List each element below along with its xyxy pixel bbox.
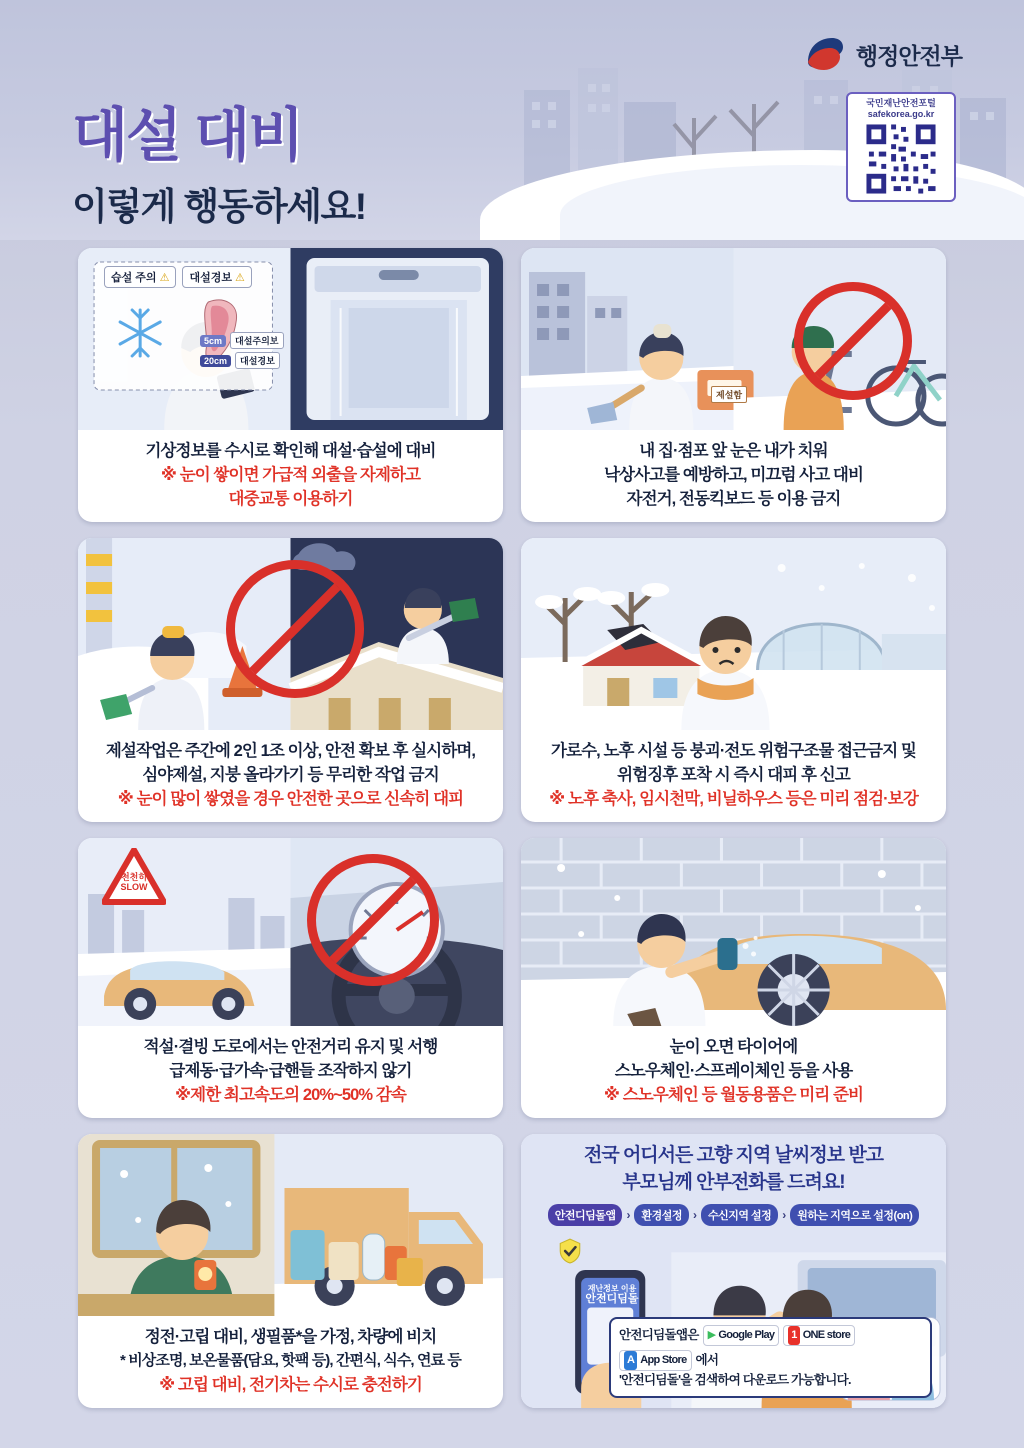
card-grid bbox=[0, 248, 1024, 1424]
one-store-badge[interactable] bbox=[783, 1325, 855, 1346]
caption-line-3: 자전거, 전동킥보드 등 이용 금지 bbox=[626, 490, 841, 508]
caption-line-red: ※ 고립 대비, 전기차는 수시로 충전하기 bbox=[159, 1376, 422, 1394]
caption-line-red: ※제한 최고속도의 20%~50% 감속 bbox=[175, 1086, 406, 1104]
card-clear-snow-caption bbox=[521, 430, 946, 522]
google-play-label: Google Play bbox=[718, 1329, 775, 1341]
prohibition-sign-icon bbox=[226, 560, 364, 698]
chevron-right-icon-3: › bbox=[782, 1208, 787, 1222]
snow-removal-box-label: 제설함 bbox=[711, 386, 747, 403]
app-store-badge[interactable] bbox=[619, 1350, 692, 1371]
prohibition-sign-icon bbox=[307, 854, 439, 986]
card-collapse-risk-caption bbox=[521, 730, 946, 822]
page-title: 대설 대비 bbox=[72, 103, 303, 168]
caption-line: 가로수, 노후 시설 등 붕괴·전도 위험구조물 접근금지 및 bbox=[551, 742, 916, 760]
legend-warning-value: 20cm bbox=[200, 355, 231, 367]
tag-heavy-snow-label: 대설경보 bbox=[189, 272, 232, 284]
caption-line-2: 급제동·급가속·급핸들 조작하지 않기 bbox=[169, 1062, 412, 1080]
legend-warning-label: 대설경보 bbox=[235, 352, 280, 369]
caption-line: 내 집·점포 앞 눈은 내가 치워 bbox=[639, 442, 828, 460]
promo-title-line1: 전국 어디서든 고향 지역 날씨정보 받고 bbox=[583, 1145, 884, 1166]
card-snow-chains-caption bbox=[521, 1026, 946, 1118]
card-row-2 bbox=[0, 538, 1024, 838]
google-play-badge[interactable] bbox=[703, 1325, 780, 1346]
legend-advisory bbox=[200, 332, 284, 349]
card-clear-snow-illustration bbox=[521, 248, 946, 430]
card-snow-chains bbox=[521, 838, 946, 1118]
page-subtitle: 이렇게 행동하세요! bbox=[72, 186, 366, 227]
qr-code-icon bbox=[862, 122, 940, 196]
tag-wet-snow-warning bbox=[104, 266, 176, 288]
one-store-label: ONE store bbox=[802, 1329, 851, 1341]
qr-code-box[interactable] bbox=[846, 92, 956, 202]
chevron-right-icon-2: › bbox=[692, 1208, 697, 1222]
phone-app-title bbox=[581, 1284, 643, 1305]
step-app[interactable]: 안전디딤돌앱 bbox=[548, 1204, 623, 1226]
slow-sign-label-en: SLOW bbox=[120, 882, 148, 892]
caption-line-2: 심야제설, 지붕 올라가기 등 무리한 작업 금지 bbox=[142, 766, 439, 784]
card-blackout-supplies bbox=[78, 1134, 503, 1408]
play-triangle-icon: ▶ bbox=[707, 1329, 716, 1341]
promo-panel bbox=[521, 1134, 946, 1408]
slow-sign-label-ko: 천천히 bbox=[120, 872, 148, 882]
slow-sign bbox=[102, 848, 166, 906]
card-snow-removal-caption bbox=[78, 730, 503, 822]
caption-line-2: 스노우체인·스프레이체인 등을 사용 bbox=[614, 1062, 853, 1080]
caption-line-2: 낙상사고를 예방하고, 미끄럼 사고 대비 bbox=[603, 466, 864, 484]
card-weather-caption bbox=[78, 430, 503, 522]
warning-triangle-icon-2: ⚠ bbox=[234, 271, 245, 284]
card-collapse-risk-illustration bbox=[521, 538, 946, 730]
card-app-promo bbox=[521, 1134, 946, 1408]
card-collapse-risk bbox=[521, 538, 946, 822]
caption-line: 제설작업은 주간에 2인 1조 이상, 안전 확보 후 실시하며, bbox=[105, 742, 476, 760]
card-blackout-illustration bbox=[78, 1134, 503, 1316]
chevron-right-icon: › bbox=[626, 1208, 631, 1222]
card-safe-driving bbox=[78, 838, 503, 1118]
card-row-4 bbox=[0, 1134, 1024, 1424]
warning-triangle-icon: ⚠ bbox=[159, 271, 170, 284]
check-badge-icon bbox=[557, 1238, 579, 1260]
caption-line-red: ※ 스노우체인 등 월동용품은 미리 준비 bbox=[603, 1086, 864, 1104]
caption-line-red: ※ 눈이 많이 쌓였을 경우 안전한 곳으로 신속히 대피 bbox=[117, 790, 464, 808]
caption-line-2: 위험징후 포착 시 즉시 대피 후 신고 bbox=[617, 766, 850, 784]
card-weather-info bbox=[78, 248, 503, 522]
card-safe-driving-illustration bbox=[78, 838, 503, 1026]
step-region-receive[interactable]: 수신지역 설정 bbox=[701, 1204, 778, 1226]
step-settings[interactable]: 환경설정 bbox=[634, 1204, 689, 1226]
phone-app-name: 안전디딤돌 bbox=[585, 1293, 639, 1305]
card-snow-chains-illustration bbox=[521, 838, 946, 1026]
caption-line-2: * 비상조명, 보온물품(담요, 핫팩 등), 간편식, 식수, 연료 등 bbox=[120, 1352, 461, 1369]
government-branding bbox=[802, 32, 962, 76]
apple-icon: A bbox=[624, 1351, 637, 1370]
promo-steps bbox=[533, 1204, 934, 1226]
promo-title bbox=[521, 1142, 946, 1196]
legend-advisory-label: 대설주의보 bbox=[230, 332, 283, 349]
caption-line-red: ※ 눈이 쌓이면 가급적 외출을 자제하고 bbox=[160, 466, 421, 484]
promo-title-line2: 부모님께 안부전화를 드려요! bbox=[622, 1172, 845, 1193]
card-row-1 bbox=[0, 248, 1024, 538]
one-store-icon: 1 bbox=[788, 1326, 799, 1345]
store-prefix: 안전디딤돌앱은 bbox=[619, 1328, 699, 1342]
poster-header bbox=[0, 0, 1024, 240]
card-clear-snow-front bbox=[521, 248, 946, 522]
qr-portal-url: safekorea.go.kr bbox=[867, 109, 935, 119]
store-search-text: '안전디딤돌'을 검색하여 다운로드 가능합니다. bbox=[619, 1373, 851, 1387]
caption-line-red-2: 대중교통 이용하기 bbox=[228, 490, 353, 508]
prohibition-sign-icon bbox=[794, 282, 912, 400]
store-line-1 bbox=[619, 1325, 922, 1371]
store-info-bar bbox=[609, 1317, 932, 1398]
legend-advisory-value: 5cm bbox=[200, 335, 226, 347]
qr-portal-label: 국민재난안전포털 bbox=[866, 98, 936, 108]
card-snow-removal-safety bbox=[78, 538, 503, 822]
taegeuk-government-logo bbox=[802, 32, 846, 76]
card-weather-illustration bbox=[78, 248, 503, 430]
phone-app-sub: 재난정보 이용 bbox=[587, 1284, 637, 1293]
card-blackout-caption bbox=[78, 1316, 503, 1408]
legend-warning bbox=[200, 352, 284, 369]
card-snow-removal-illustration bbox=[78, 538, 503, 730]
caption-line: 기상정보를 수시로 확인해 대설·습설에 대비 bbox=[145, 442, 436, 460]
store-line-2 bbox=[619, 1371, 922, 1390]
caption-line-red: ※ 노후 축사, 임시천막, 비닐하우스 등은 미리 점검·보강 bbox=[549, 790, 918, 808]
store-suffix: 에서 bbox=[695, 1353, 719, 1367]
step-region-on[interactable]: 원하는 지역으로 설정(on) bbox=[790, 1204, 919, 1226]
card-safe-driving-caption bbox=[78, 1026, 503, 1118]
card-row-3 bbox=[0, 838, 1024, 1134]
caption-line: 눈이 오면 타이어에 bbox=[669, 1038, 798, 1056]
tag-heavy-snow-alert bbox=[182, 266, 251, 288]
caption-line: 정전·고립 대비, 생필품*을 가정, 차량에 비치 bbox=[144, 1328, 437, 1346]
caption-line: 적설·결빙 도로에서는 안전거리 유지 및 서행 bbox=[143, 1038, 438, 1056]
tag-wet-snow-label: 습설 주의 bbox=[111, 272, 157, 284]
app-store-label: App Store bbox=[640, 1354, 687, 1366]
gov-name-label: 행정안전부 bbox=[855, 42, 962, 69]
